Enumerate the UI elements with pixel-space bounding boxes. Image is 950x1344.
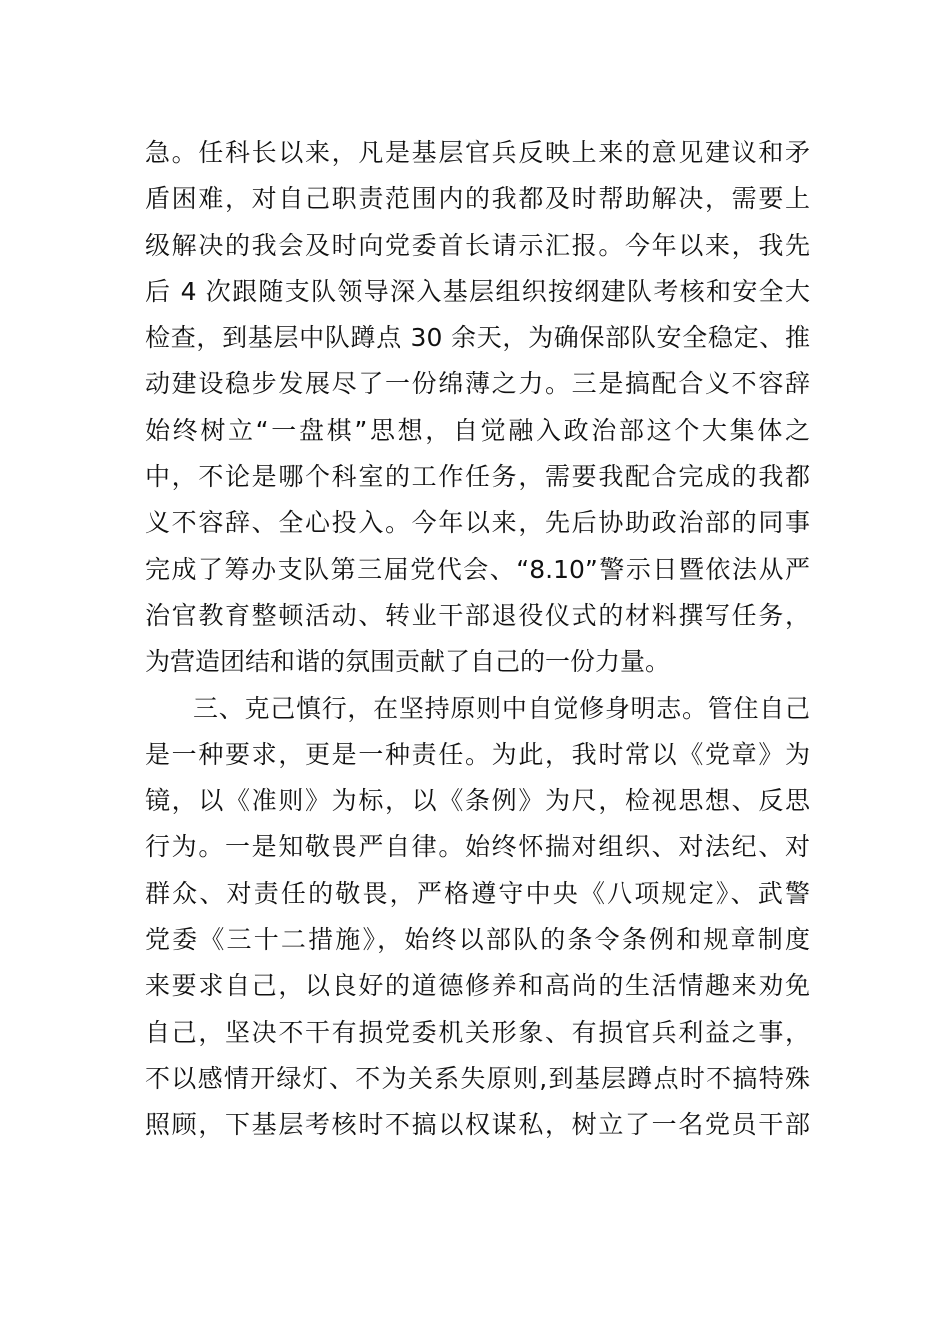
text-line: 治官教育整顿活动、转业干部退役仪式的材料撰写任务， xyxy=(145,600,810,630)
text-line: 照顾，下基层考核时不搞以权谋私，树立了一名党员干部 xyxy=(145,1110,810,1140)
text-line: 动建设稳步发展尽了一份绵薄之力。三是搞配合义不容辞 xyxy=(145,369,810,399)
text-line: 为营造团结和谐的氛围贡献了自己的一份力量。 xyxy=(145,647,671,677)
text-line: 义不容辞、全心投入。今年以来，先后协助政治部的同事 xyxy=(145,508,810,538)
text-line: 行为。一是知敬畏严自律。始终怀揣对组织、对法纪、对 xyxy=(145,832,810,862)
text-line: 群众、对责任的敬畏，严格遵守中央《八项规定》、武警 xyxy=(145,878,810,908)
text-line: 中，不论是哪个科室的工作任务，需要我配合完成的我都 xyxy=(145,462,810,492)
text-line: 党委《三十二措施》，始终以部队的条令条例和规章制度 xyxy=(145,925,810,955)
text-line: 级解决的我会及时向党委首长请示汇报。今年以来，我先 xyxy=(145,230,810,260)
text-line: 盾困难，对自己职责范围内的我都及时帮助解决，需要上 xyxy=(145,184,810,214)
paragraph-1 xyxy=(145,130,810,686)
text-line: 三、克己慎行，在坚持原则中自觉修身明志。管住自己 xyxy=(193,693,810,723)
text-line: 自己，坚决不干有损党委机关形象、有损官兵利益之事， xyxy=(145,1017,810,1047)
text-line: 始终树立“一盘棋”思想，自觉融入政治部这个大集体之 xyxy=(145,415,810,445)
text-line: 不以感情开绿灯、不为关系失原则,到基层蹲点时不搞特殊 xyxy=(145,1063,810,1093)
document-body xyxy=(145,130,810,1149)
paragraph-2 xyxy=(145,686,810,1149)
text-line: 来要求自己，以良好的道德修养和高尚的生活情趣来劝免 xyxy=(145,971,810,1001)
text-line: 后 4 次跟随支队领导深入基层组织按纲建队考核和安全大 xyxy=(145,276,810,306)
text-line: 是一种要求，更是一种责任。为此，我时常以《党章》为 xyxy=(145,739,810,769)
text-line: 镜，以《准则》为标，以《条例》为尺，检视思想、反思 xyxy=(145,786,810,816)
text-line: 完成了筹办支队第三届党代会、“8.10”警示日暨依法从严 xyxy=(145,554,810,584)
text-line: 检查，到基层中队蹲点 30 余天，为确保部队安全稳定、推 xyxy=(145,323,810,353)
text-line: 急。任科长以来，凡是基层官兵反映上来的意见建议和矛 xyxy=(145,138,810,167)
